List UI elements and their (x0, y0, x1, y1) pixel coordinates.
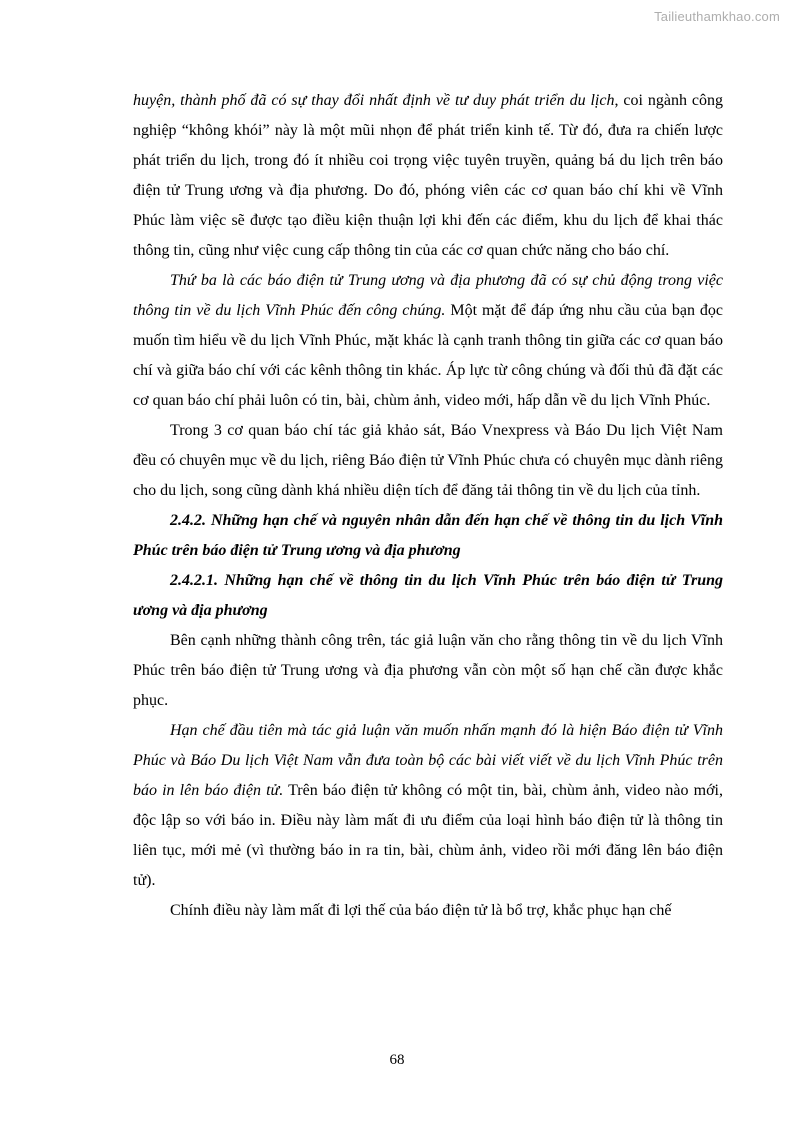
page-number: 68 (389, 1052, 405, 1068)
paragraph (133, 626, 723, 716)
text-segment: Bên cạnh những thành công trên, tác giả luận văn cho rằng thông tin về du lịch Vĩnh Phúc trên báo điện tử Trung ương và địa phương vẫn còn một số hạn chế cần được khắc phục. (133, 632, 723, 709)
text-segment: huyện, thành phố đã có sự thay đổi nhất định về tư duy phát triển du lịch (133, 92, 615, 109)
paragraph (133, 416, 723, 506)
paragraph (133, 896, 723, 926)
text-segment: Trên báo điện tử không có một tin, bài, chùm ảnh, video nào mới, độc lập so với báo in. Điều này làm mất đi ưu điểm của loại hình báo điện tử là thông tin liên tục, mới mẻ (vì thường báo in ra tin, bài, chùm ảnh, video rồi mới đăng lên báo điện tử). (133, 782, 723, 889)
paragraph (133, 716, 723, 896)
document-content (133, 86, 723, 926)
text-segment: , coi ngành công nghiệp “không khói” này là một mũi nhọn để phát triển kinh tế. Từ đó, đưa ra chiến lược phát triển du lịch, trong đó ít nhiều coi trọng việc tuyên truyền, quảng bá du lịch trên báo điện tử Trung ương và địa phương. Do đó, phóng viên các cơ quan báo chí khi về Vĩnh Phúc làm việc sẽ được tạo điều kiện thuận lợi khi đến các điểm, khu du lịch để khai thác thông tin, cũng như việc cung cấp thông tin của các cơ quan chức năng cho báo chí. (133, 92, 724, 259)
paragraph (133, 86, 723, 266)
text-segment: Một mặt để đáp ứng nhu cầu của bạn đọc muốn tìm hiểu về du lịch Vĩnh Phúc, mặt khác là cạnh tranh thông tin giữa các cơ quan báo chí và giữa báo chí với các kênh thông tin khác. Áp lực từ công chúng và đối thủ đã đặt các cơ quan báo chí phải luôn có tin, bài, chùm ảnh, video mới, hấp dẫn về du lịch Vĩnh Phúc. (133, 302, 723, 409)
text-segment: Thứ ba là các báo điện tử Trung ương và địa phương đã có sự chủ động trong việc thông tin về du lịch Vĩnh Phúc đến công chúng. (133, 272, 723, 319)
paragraph (133, 266, 723, 416)
watermark-text: Tailieuthamkhao.com (654, 9, 780, 24)
text-segment: Hạn chế đầu tiên mà tác giả luận văn muốn nhấn mạnh đó là hiện Báo điện tử Vĩnh Phúc và Báo Du lịch Việt Nam vẫn đưa toàn bộ các bài viết viết về du lịch Vĩnh Phúc trên báo in lên báo điện tử. (133, 722, 723, 799)
text-segment: Trong 3 cơ quan báo chí tác giả khảo sát, Báo Vnexpress và Báo Du lịch Việt Nam đều có chuyên mục về du lịch, riêng Báo điện tử Vĩnh Phúc chưa có chuyên mục dành riêng cho du lịch, song cũng dành khá nhiều diện tích để đăng tải thông tin về du lịch của tỉnh. (133, 422, 723, 499)
text-segment: 2.4.2. Những hạn chế và nguyên nhân dẫn đến hạn chế về thông tin du lịch Vĩnh Phúc trên báo điện tử Trung ương và địa phương (133, 512, 723, 559)
section-heading (133, 566, 723, 626)
text-segment: 2.4.2.1. Những hạn chế về thông tin du lịch Vĩnh Phúc trên báo điện tử Trung ương và địa phương (133, 572, 723, 619)
text-segment: Chính điều này làm mất đi lợi thế của báo điện tử là bổ trợ, khắc phục hạn chế (170, 902, 672, 919)
section-heading (133, 506, 723, 566)
